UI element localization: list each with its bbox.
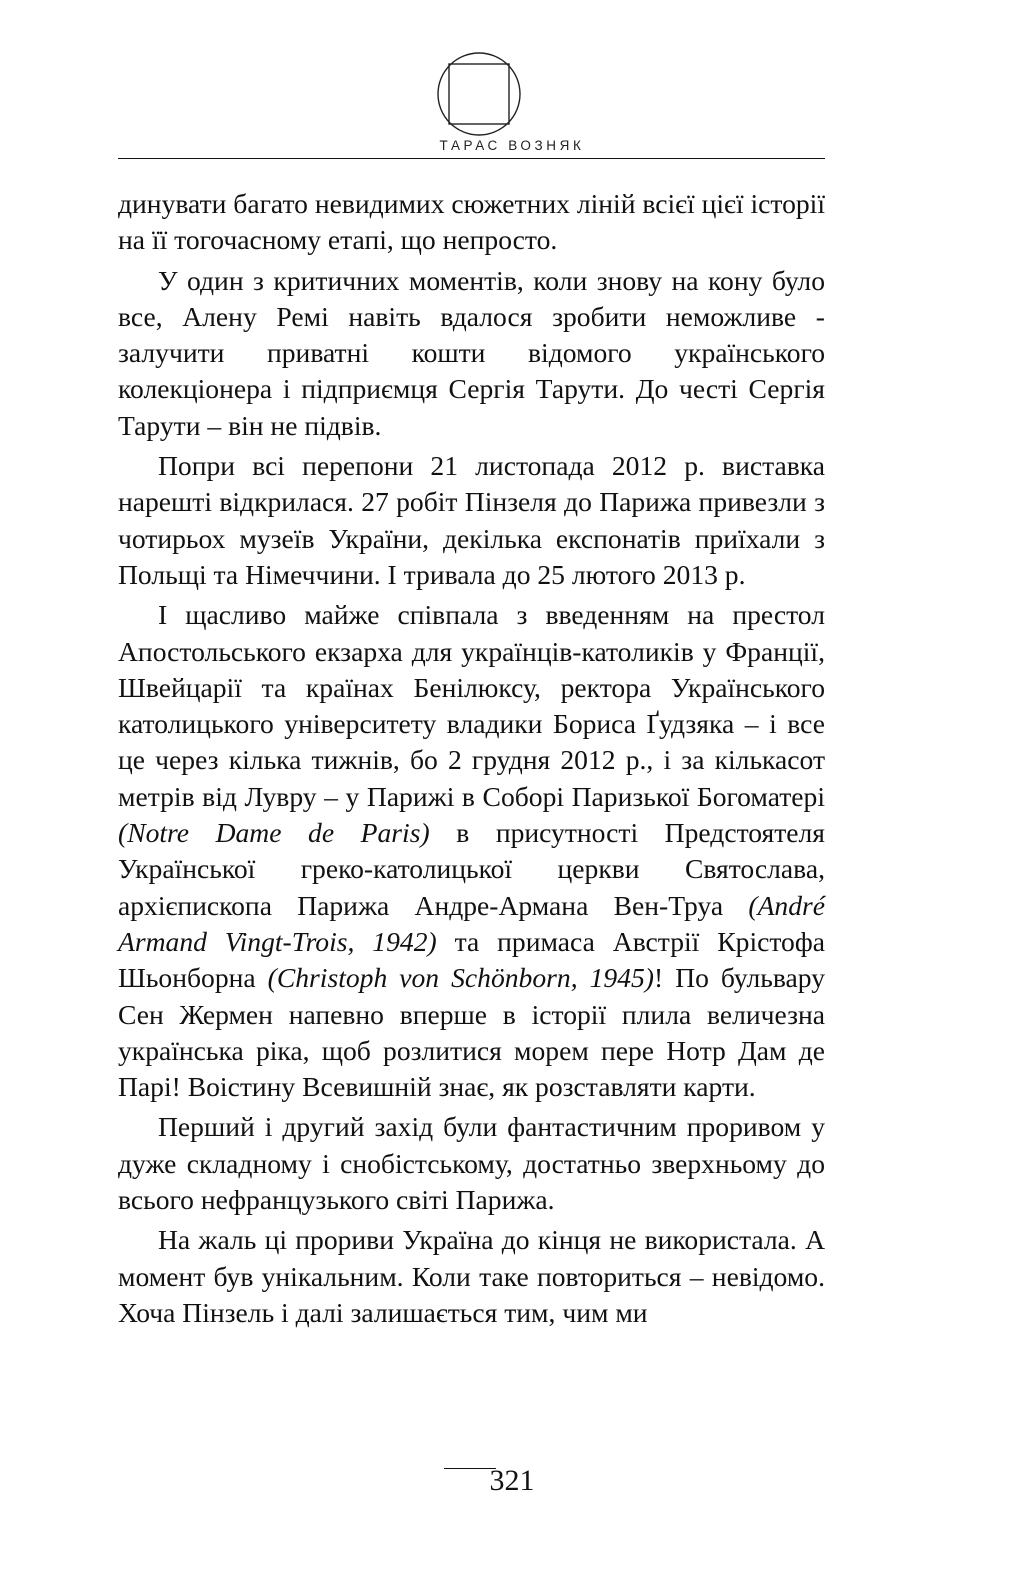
italic-citation: (Notre Dame de Paris) [118,817,430,849]
paragraph [118,1109,825,1218]
paragraph [118,1222,825,1331]
text-run: У один з критичних моментів, коли знову на кону було все, Алену Ремі навіть вдалося зробити неможливе - залучити приватні кошти відомого українського колекціонера і підприємця Сергія Тарути. До честі Сергія Тарути – він не підвів. [118,264,825,441]
paragraph [118,263,825,444]
paragraph [118,597,825,1105]
text-run: Попри всі перепони 21 листопада 2012 р. виставка нарешті відкрилася. 27 робіт Пінзеля до Парижа привезли з чотирьох музеїв України, декілька експонатів приїхали з Польщі та Німеччини. І тривала до 25 лютого 2013 р. [118,450,825,590]
text-run: Перший і другий захід були фантастичним проривом у дуже складному і снобістському, достатньо зверхньому до всього нефранцузького світі Парижа. [118,1111,825,1216]
text-run: І щасливо майже співпала з введенням на престол Апостольського екзарха для українців-католиків у Франції, Швейцарії та країнах Бенілюксу, ректора Українського католицького університету владики Бориса Ґудзяка – і все це через кілька тижнів, бо 2 грудня 2012 р., і за кількасот метрів від Лувру – у Парижі в Соборі Паризької Богоматері [118,599,825,812]
italic-citation: (André Armand Vingt-Trois, 1942) [118,889,825,957]
italic-citation: (Christoph von Schönborn, 1945) [267,962,654,994]
text-run: динувати багато невидимих сюжетних ліній всієї цієї історії на її тогочасному етапі, що непросто. [118,188,825,256]
paragraph [118,186,825,259]
running-head-author: ТАРАС ВОЗНЯК [439,138,585,153]
paragraph [118,448,825,593]
text-run: в присутності Предстоятеля Української греко-католицької церкви Святослава, архієпископа Парижа Андре-Армана Вен-Труа [118,817,825,921]
text-run: та примаса Австрії Крістофа Шьонборна [118,925,825,994]
body-text [118,186,825,1335]
text-run: На жаль ці прориви Україна до кінця не використала. А момент був унікальним. Коли таке повториться – невідомо. Хоча Пінзель і далі залишається тим, чим ми [118,1224,825,1328]
page-number: 321 [489,1464,535,1497]
header-divider [118,158,825,159]
circle-square-emblem-icon [434,49,524,139]
text-run: ! По бульвару Сен Жермен напевно вперше в історії плила величезна українська ріка, щоб розлитися морем пере Нотр Дам де Парі! Воістину Всевишній знає, як розставляти карти. [118,962,826,1103]
